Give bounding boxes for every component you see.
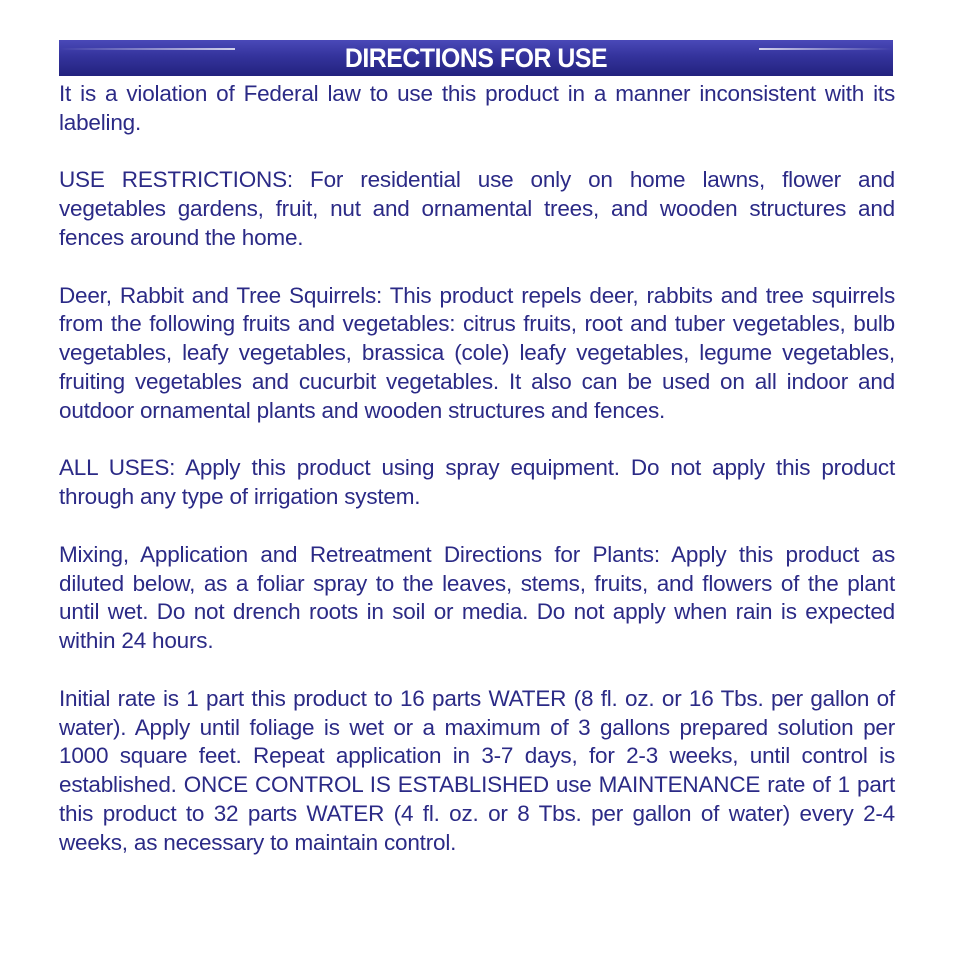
directions-body (59, 80, 895, 886)
section-title: DIRECTIONS FOR USE (344, 43, 608, 73)
paragraph-deer-rabbit-squirrels: Deer, Rabbit and Tree Squirrels: This product repels deer, rabbits and tree squirrels from the following fruits and vegetables: citrus fruits, root and tuber vegetables, bulb vegetables, leafy vegetables, brassica (cole) leafy vegetables, legume vegetables, fruiting vegetables and cucurbit vegetables. It also can be used on all indoor and outdoor ornamental plants and wooden structures and fences. (59, 282, 895, 423)
section-header-bar (59, 40, 893, 76)
paragraph-mixing-application: Mixing, Application and Retreatment Directions for Plants: Apply this product as diluted below, as a foliar spray to the leaves, stems, fruits, and flowers of the plant until wet. Do not drench roots in soil or media. Do not apply when rain is expected within 24 hours. (59, 541, 895, 654)
paragraph-federal-law: It is a violation of Federal law to use this product in a manner inconsistent with its labeling. (59, 81, 895, 135)
paragraph-all-uses: ALL USES: Apply this product using spray equipment. Do not apply this product through any type of irrigation system. (59, 455, 895, 510)
paragraph-rates: Initial rate is 1 part this product to 16 parts WATER (8 fl. oz. or 16 Tbs. per gallon of water). Apply until foliage is wet or a maximum of 3 gallons prepared solution per 1000 square feet. Repeat application in 3-7 days, for 2-3 weeks, until control is established. ONCE CONTROL IS ESTABLISHED use MAINTENANCE rate of 1 part this product to 32 parts WATER (4 fl. oz. or 8 Tbs. per gallon of water) every 2-4 weeks, as necessary to maintain control. (59, 685, 895, 855)
paragraph-use-restrictions: USE RESTRICTIONS: For residential use only on home lawns, flower and vegetables gardens, fruit, nut and ornamental trees, and wooden structures and fences around the home. (59, 167, 895, 250)
